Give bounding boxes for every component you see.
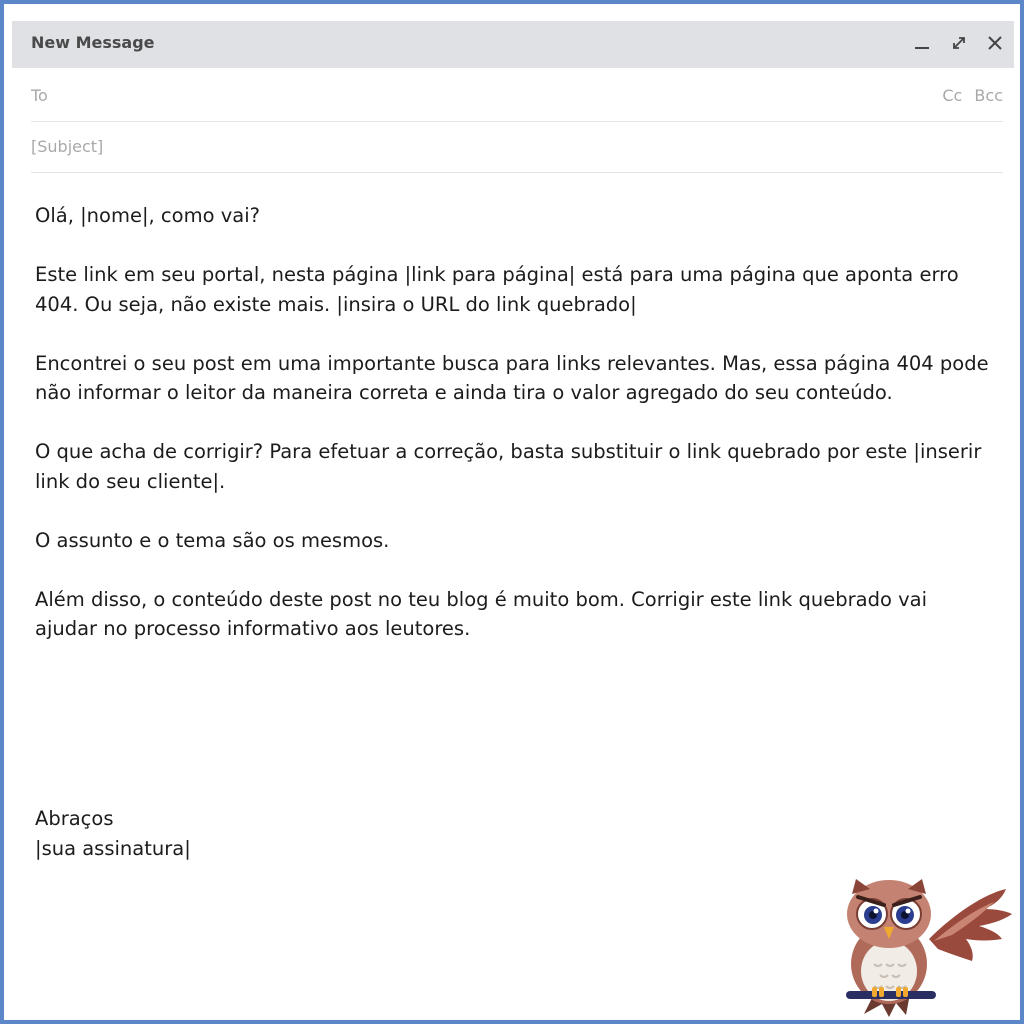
to-field[interactable]	[31, 71, 1003, 122]
minimize-icon	[913, 34, 931, 52]
title-bar	[12, 21, 1014, 68]
cc-link[interactable]: Cc	[942, 86, 963, 105]
body-greeting: Olá, |nome|, como vai?	[35, 204, 260, 227]
expand-button[interactable]	[945, 29, 973, 57]
compose-window	[12, 21, 1014, 1016]
signature-block	[35, 804, 191, 863]
signature-text: |sua assinatura|	[35, 836, 191, 860]
to-label: To	[31, 86, 48, 105]
subject-placeholder: [Subject]	[31, 137, 104, 156]
bcc-link[interactable]: Bcc	[974, 86, 1003, 105]
minimize-button[interactable]	[908, 29, 936, 57]
body-paragraph-2: Encontrei o seu post em uma importante busca para links relevantes. Mas, essa página 404 pode não informar o leitor da maneira correta e ainda tira o valor agregado do seu conteúdo.	[35, 351, 989, 404]
message-body[interactable]	[35, 201, 995, 673]
close-icon	[986, 34, 1004, 52]
body-paragraph-3: O que acha de corrigir? Para efetuar a correção, basta substituir o link quebrado por este |inserir link do seu cliente|.	[35, 440, 982, 493]
close-button[interactable]	[981, 29, 1009, 57]
subject-field[interactable]	[31, 122, 1003, 173]
body-paragraph-4: O assunto e o tema são os mesmos.	[35, 528, 390, 552]
window-title: New Message	[31, 33, 155, 52]
owl-mascot-icon	[834, 869, 1014, 1019]
expand-icon	[950, 34, 968, 52]
body-paragraph-5: Além disso, o conteúdo deste post no teu blog é muito bom. Corrigir este link quebrado vai ajudar no processo informativo aos leutores.	[35, 587, 928, 640]
cc-bcc-links	[935, 86, 1003, 105]
body-paragraph-1: Este link em seu portal, nesta página |link para página| está para uma página que aponta erro 404. Ou seja, não existe mais. |insira o URL do link quebrado|	[35, 263, 959, 316]
closing-text: Abraços	[35, 807, 114, 830]
